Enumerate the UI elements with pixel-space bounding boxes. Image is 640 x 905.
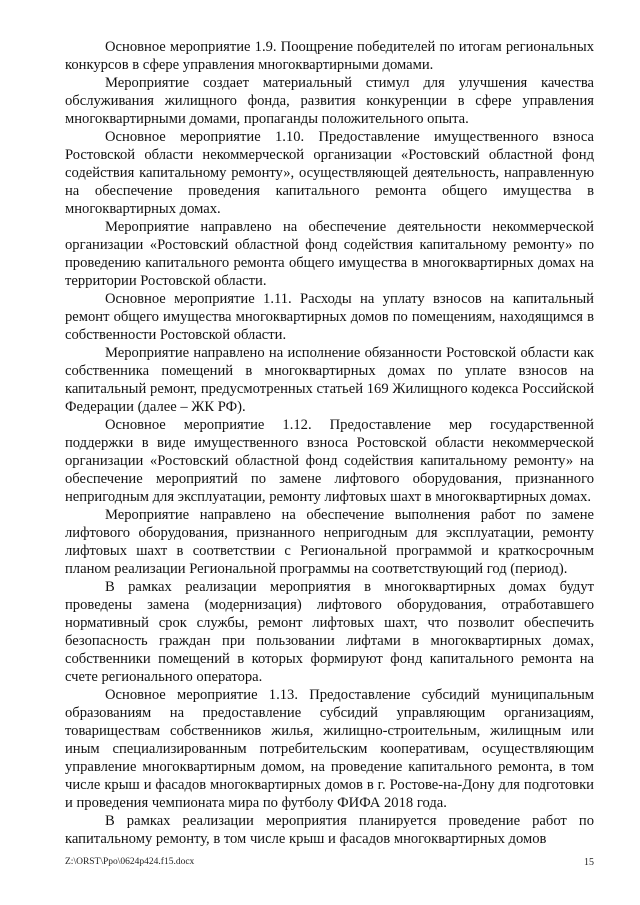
document-body [65, 38, 594, 848]
paragraph-measure-1-10-description: Мероприятие направлено на обеспечение деятельности некоммерческой организации «Ростовский областной фонд содействия капитальному ремонту» по проведению капитального ремонта общего имущества в многоквартирных домах на территории Ростовской области. [65, 219, 594, 289]
footer-file-path: Z:\ORST\Ppo\0624p424.f15.docx [65, 857, 195, 867]
paragraph-measure-1-9: Основное мероприятие 1.9. Поощрение победителей по итогам региональных конкурсов в сфере управления многоквартирными домами. [65, 39, 594, 73]
paragraph-measure-1-12-description: Мероприятие направлено на обеспечение выполнения работ по замене лифтового оборудования, признанного непригодным для эксплуатации, ремонту лифтовых шахт в соответствии с Региональной программой и краткосрочным планом реализации Региональной программы на соответствующий год (период). [65, 507, 594, 577]
paragraph-measure-1-11-description: Мероприятие направлено на исполнение обязанности Ростовской области как собственника помещений в многоквартирных домах по уплате взносов на капитальный ремонт, предусмотренных статьей 169 Жилищного кодекса Российской Федерации (далее – ЖК РФ). [65, 345, 594, 415]
paragraph-measure-1-11: Основное мероприятие 1.11. Расходы на уплату взносов на капитальный ремонт общего имущества многоквартирных домов по помещениям, находящимся в собственности Ростовской области. [65, 291, 594, 343]
paragraph-measure-1-12-details: В рамках реализации мероприятия в многоквартирных домах будут проведены замена (модернизация) лифтового оборудования, отработавшего нормативный срок службы, ремонт лифтовых шахт, что позволит обеспечить безопасность граждан при пользовании лифтами в многоквартирных домах, собственники помещений в которых формируют фонд капитального ремонта на счете регионального оператора. [65, 579, 594, 685]
paragraph-measure-1-12: Основное мероприятие 1.12. Предоставление мер государственной поддержки в виде имущественного взноса Ростовской области некоммерческой организации «Ростовский областной фонд содействия капитальному ремонту» на обеспечение мероприятий по замене лифтового оборудования, признанного непригодным для эксплуатации, ремонту лифтовых шахт в многоквартирных домах. [65, 417, 594, 505]
paragraph-measure-1-9-description: Мероприятие создает материальный стимул для улучшения качества обслуживания жилищного фонда, развития конкуренции в сфере управления многоквартирными домами, пропаганды положительного опыта. [65, 75, 594, 127]
page-number: 15 [584, 857, 594, 868]
paragraph-measure-1-13: Основное мероприятие 1.13. Предоставление субсидий муниципальным образованиям на предоставление субсидий управляющим организациям, товариществам собственников жилья, жилищно-строительным, жилищным или иным специализированным потребительским кооперативам, осуществляющим управление многоквартирным домом, на проведение капитального ремонта, в том числе крыш и фасадов многоквартирных домов в г. Ростове-на-Дону для подготовки и проведения чемпионата мира по футболу ФИФА 2018 года. [65, 687, 594, 811]
paragraph-measure-1-10: Основное мероприятие 1.10. Предоставление имущественного взноса Ростовской области некоммерческой организации «Ростовский областной фонд содействия капитальному ремонту», осуществляющей деятельность, направленную на обеспечение проведения капитального ремонта общего имущества в многоквартирных домах. [65, 129, 594, 217]
paragraph-measure-1-13-description: В рамках реализации мероприятия планируется проведение работ по капитальному ремонту, в том числе крыш и фасадов многоквартирных домов [65, 813, 594, 847]
